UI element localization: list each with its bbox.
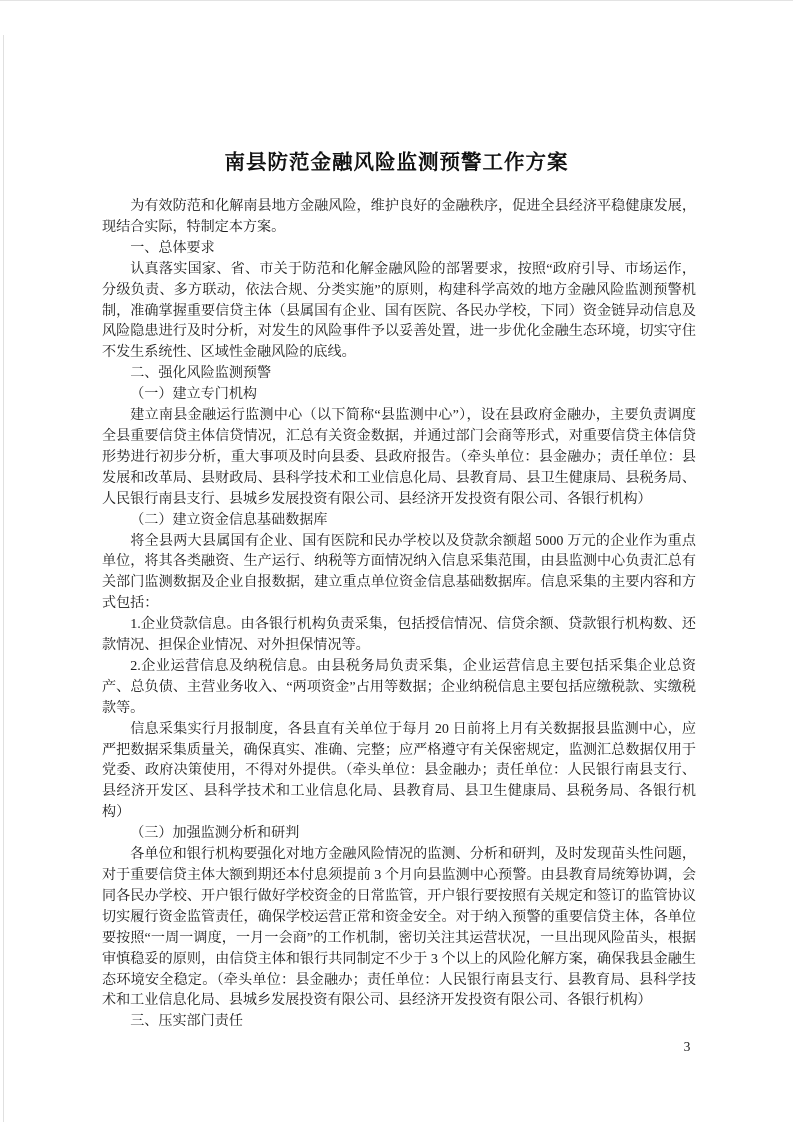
page-number: 3 [683,1039,691,1054]
subheading-2-3: （三）加强监测分析和研判 [130,825,300,842]
heading-section-3: 三、压实部门责任 [130,1013,243,1030]
document-body [102,196,696,1032]
subheading-2-2: （二）建立资金信息基础数据库 [130,511,328,528]
scan-artifact-left-edge [3,35,4,1122]
subheading-2-1: （一）建立专门机构 [130,386,258,403]
paragraph-loan-info: 1.企业贷款信息。由各银行机构负责采集，包括授信情况、信贷余额、贷款银行机构数、还款情况、担保企业情况、对外担保情况等。 [102,616,696,654]
paragraph-analysis: 各单位和银行机构要强化对地方金融风险情况的监测、分析和研判，及时发现苗头性问题，对于重要信贷主体大额到期还本付息须提前 3 个月向县监测中心预警。由县教育局统筹协调，会同各民办学校、开户银行做好学校资金的日常监管，开户银行要按照有关规定和签订的监管协议切实履行资金监管责任，确保学校运营正常和资金安全。对于纳入预警的重要信贷主体，各单位要按照“一周一调度，一月一会商”的工作机制，密切关注其运营状况，一旦出现风险苗头，根据审慎稳妥的原则，由信贷主体和银行共同制定不少于 3 个以上的风险化解方案，确保我县金融生态环境安全稳定。（牵头单位：县金融办；责任单位：人民银行南县支行、县教育局、县科学技术和工业信息化局、县城乡发展投资有限公司、县经济开发投资有限公司、各银行机构） [102,846,696,1009]
paragraph-database: 将全县两大县属国有企业、国有医院和民办学校以及贷款余额超 5000 万元的企业作为重点单位，将其各类融资、生产运行、纳税等方面情况纳入信息采集范围，由县监测中心负责汇总有关部门监测数据及企业自报数据，建立重点单位资金信息基础数据库。信息采集的主要内容和方式包括： [102,532,696,612]
heading-section-1: 一、总体要求 [130,239,215,256]
heading-section-2: 二、强化风险监测预警 [130,365,272,382]
paragraph-monthly-report: 信息采集实行月报制度，各县直有关单位于每月 20 日前将上月有关数据报县监测中心，应严把数据采集质量关，确保真实、准确、完整；应严格遵守有关保密规定，监测汇总数据仅用于党委、政府决策使用，不得对外提供。（牵头单位：县金融办；责任单位：人民银行南县支行、县经济开发区、县科学技术和工业信息化局、县教育局、县卫生健康局、县税务局、各银行机构） [102,720,696,821]
paragraph-overall-require: 认真落实国家、省、市关于防范和化解金融风险的部署要求，按照“政府引导、市场运作，分级负责、多方联动，依法合规、分类实施”的原则，构建科学高效的地方金融风险监测预警机制，准确掌握重要信贷主体（县属国有企业、国有医院、各民办学校，下同）资金链异动信息及风险隐患进行及时分析，对发生的风险事件予以妥善处置，进一步优化金融生态环境，切实守住不发生系统性、区域性金融风险的底线。 [102,260,696,361]
paragraph-monitor-center: 建立南县金融运行监测中心（以下简称“县监测中心”），设在县政府金融办，主要负责调度全县重要信贷主体信贷情况，汇总有关资金数据，并通过部门会商等形式，对重要信贷主体信贷形势进行初步分析，重大事项及时向县委、县政府报告。（牵头单位：县金融办；责任单位：县发展和改革局、县财政局、县科学技术和工业信息化局、县教育局、县卫生健康局、县税务局、人民银行南县支行、县城乡发展投资有限公司、县经济开发投资有限公司、各银行机构） [102,407,696,507]
paragraph-intro: 为有效防范和化解南县地方金融风险，维护良好的金融秩序，促进全县经济平稳健康发展，现结合实际，特制定本方案。 [102,198,696,235]
scan-artifact-top-edge [0,0,793,1]
document-title: 南县防范金融风险监测预警工作方案 [224,152,569,174]
paragraph-operation-tax: 2.企业运营信息及纳税信息。由县税务局负责采集，企业运营信息主要包括采集企业总资产、总负债、主营业务收入、“两项资金”占用等数据；企业纳税信息主要包括应缴税款、实缴税款等。 [102,657,696,716]
